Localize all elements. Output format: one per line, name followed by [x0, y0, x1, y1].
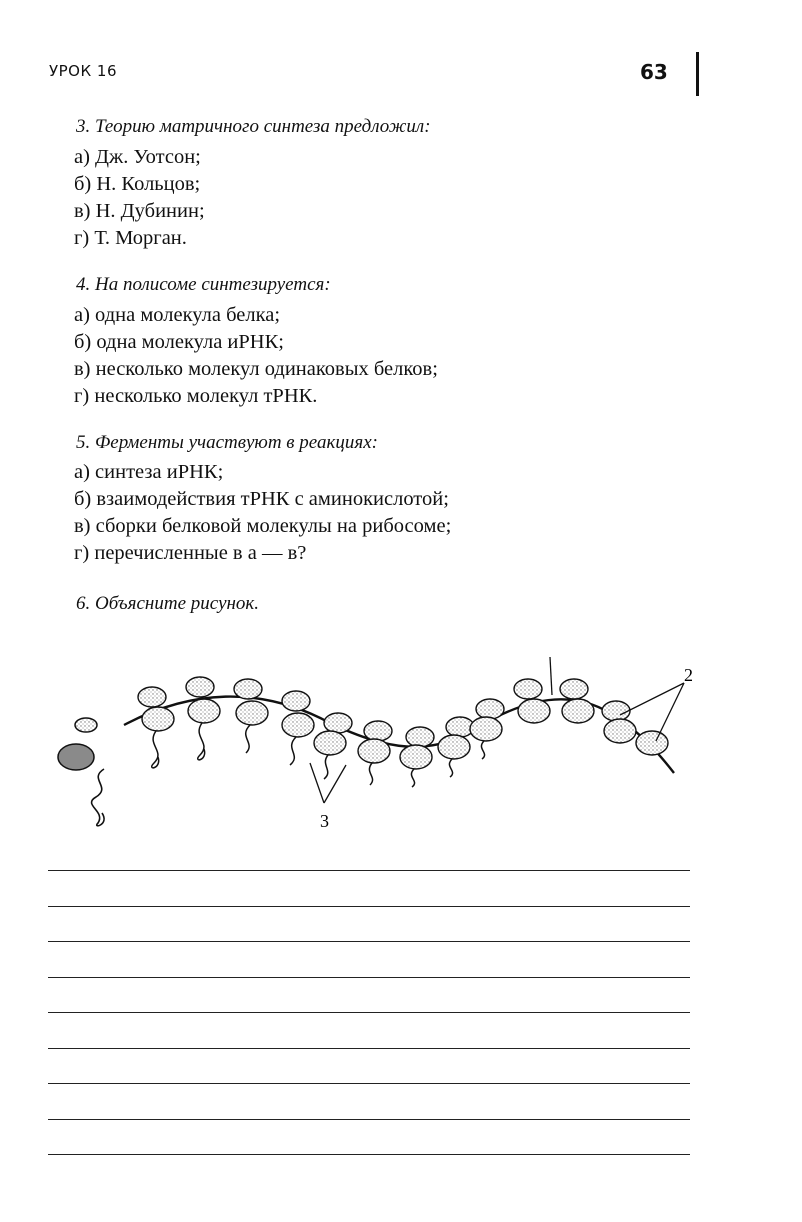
pointer-3a: [310, 763, 324, 803]
option-b: б) Н. Кольцов;: [74, 173, 201, 195]
lesson-header: УРОК 16: [49, 62, 117, 80]
option-d: г) перечисленные в а — в?: [74, 542, 307, 564]
question-5-title: 5. Ферменты участвуют в реакциях:: [76, 432, 378, 453]
answer-line: [48, 941, 690, 942]
option-c: в) сборки белковой молекулы на рибосоме;: [74, 515, 452, 537]
answer-line: [48, 870, 690, 871]
answer-line: [48, 977, 690, 978]
protein-chains: [152, 723, 485, 787]
question-3-title: 3. Теорию матричного синтеза предложил:: [76, 116, 431, 137]
option-b: б) одна молекула иРНК;: [74, 331, 284, 353]
figure-label-2: 2: [684, 665, 693, 685]
free-large-subunit: [58, 744, 94, 770]
option-a: а) Дж. Уотсон;: [74, 146, 201, 168]
page-edge-bar: [696, 52, 699, 96]
option-b: б) взаимодействия тРНК с аминокислотой;: [74, 488, 449, 510]
answer-line: [48, 1012, 690, 1013]
question-4-options: [74, 302, 438, 410]
figure-label-3: 3: [320, 811, 329, 831]
option-d: г) Т. Морган.: [74, 227, 187, 249]
page-number: 63: [640, 60, 668, 84]
answer-line: [48, 906, 690, 907]
answer-line: [48, 1154, 690, 1155]
option-c: в) Н. Дубинин;: [74, 200, 205, 222]
option-a: а) одна молекула белка;: [74, 304, 281, 326]
option-a: а) синтеза иРНК;: [74, 461, 224, 483]
question-4-title: 4. На полисоме синтезируется:: [76, 274, 331, 295]
pointer-2a: [620, 683, 684, 715]
ribosomes: [138, 677, 668, 769]
free-small-subunit: [75, 718, 97, 732]
question-5-options: [74, 459, 451, 567]
answer-line: [48, 1048, 690, 1049]
option-d: г) несколько молекул тРНК.: [74, 385, 318, 407]
answer-line: [48, 1119, 690, 1120]
answer-lines: [48, 870, 690, 1190]
question-6-title: 6. Объясните рисунок.: [76, 593, 260, 614]
question-3-options: [74, 144, 205, 252]
polysome-figure: [40, 645, 720, 845]
pointer-2b: [656, 683, 684, 741]
free-protein-chain: [92, 769, 105, 826]
option-c: в) несколько молекул одинаковых белков;: [74, 358, 438, 380]
pointer-1: [550, 657, 552, 695]
answer-line: [48, 1083, 690, 1084]
